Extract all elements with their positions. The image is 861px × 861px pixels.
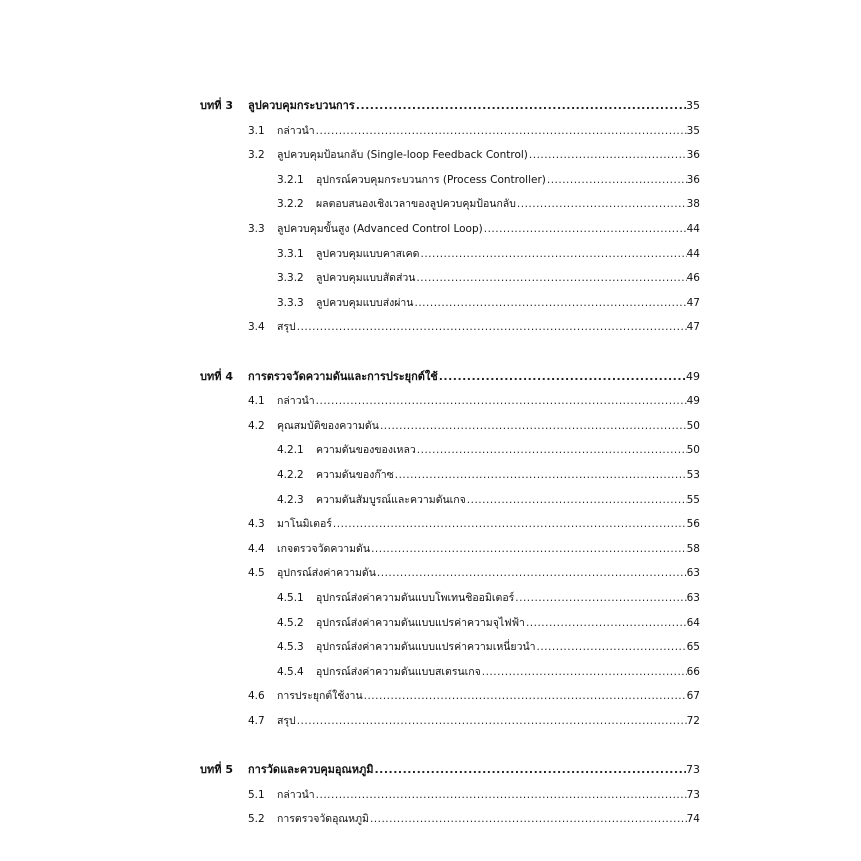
toc-entry-title: ลูปควบคุมกระบวนการ bbox=[248, 99, 355, 112]
toc-entry-number: 4.6 bbox=[248, 690, 265, 703]
toc-entry-title: ลูปควบคุมขั้นสูง (Advanced Control Loop) bbox=[277, 223, 483, 235]
dot-leader bbox=[517, 196, 687, 212]
toc-entry-section bbox=[248, 319, 700, 335]
toc-entry-page: 66 bbox=[686, 665, 700, 678]
dot-leader bbox=[377, 565, 687, 581]
toc-entry-page: 67 bbox=[686, 690, 700, 703]
toc-entry-title: การประยุกต์ใช้งาน bbox=[277, 690, 363, 703]
dot-leader bbox=[439, 369, 686, 385]
toc-entry-chapter bbox=[200, 369, 700, 385]
toc-entry-title: อุปกรณ์ควบคุมกระบวนการ (Process Controller) bbox=[316, 173, 546, 186]
toc-entry-title: กล่าวนำ bbox=[277, 788, 315, 801]
toc-entry-page: 36 bbox=[686, 149, 700, 162]
toc-entry-subsection bbox=[277, 615, 700, 631]
toc-entry-number: 3.3.2 bbox=[277, 272, 304, 285]
toc-entry-section bbox=[248, 713, 700, 729]
dot-leader bbox=[297, 713, 687, 729]
dot-leader bbox=[416, 270, 686, 286]
dot-leader bbox=[297, 319, 687, 335]
dot-leader bbox=[380, 418, 687, 434]
toc-entry-title: ความดันสัมบูรณ์และความดันเกจ bbox=[316, 493, 466, 506]
toc-entry-subsection bbox=[277, 295, 700, 311]
toc-entry-subsection bbox=[277, 590, 700, 606]
toc-entry-number: 4.5 bbox=[248, 567, 265, 580]
toc-entry-page: 64 bbox=[686, 616, 700, 629]
dot-leader bbox=[370, 811, 687, 827]
toc-entry-number: 3.3.3 bbox=[277, 296, 304, 309]
toc-entry-number: 3.4 bbox=[248, 321, 265, 334]
toc-entry-number: 4.2.1 bbox=[277, 444, 304, 457]
dot-leader bbox=[333, 516, 687, 532]
dot-leader bbox=[316, 393, 687, 409]
toc-entry-page: 49 bbox=[686, 369, 700, 383]
dot-leader bbox=[526, 615, 687, 631]
toc-entry-page: 74 bbox=[686, 813, 700, 826]
toc-entry-section bbox=[248, 688, 700, 704]
toc-entry-title: ความดันของก๊าซ bbox=[316, 469, 394, 481]
toc-entry-page: 63 bbox=[686, 567, 700, 580]
toc-entry-number: 4.7 bbox=[248, 715, 265, 727]
toc-entry-subsection bbox=[277, 196, 700, 212]
toc-entry-page: 55 bbox=[686, 493, 700, 506]
toc-entry-chapter bbox=[200, 98, 700, 114]
toc-entry-number: 4.5.1 bbox=[277, 592, 304, 604]
toc-entry-page: 72 bbox=[686, 715, 700, 727]
toc-entry-title: อุปกรณ์ส่งค่าความดันแบบสเตรนเกจ bbox=[316, 665, 481, 678]
toc-entry-section bbox=[248, 516, 700, 532]
dot-leader bbox=[484, 221, 687, 237]
toc-entry-page: 56 bbox=[686, 518, 700, 531]
dot-leader bbox=[316, 123, 687, 139]
toc-entry-title: อุปกรณ์ส่งค่าความดัน bbox=[277, 567, 376, 580]
toc-entry-page: 65 bbox=[686, 641, 700, 654]
toc-entry-title: อุปกรณ์ส่งค่าความดันแบบแปรค่าความเหนี่ยวนำ bbox=[316, 641, 536, 654]
toc-entry-number: 4.2.2 bbox=[277, 469, 304, 481]
toc-entry-page: 46 bbox=[686, 272, 700, 285]
dot-leader bbox=[371, 541, 687, 557]
toc-entry-page: 49 bbox=[686, 395, 700, 408]
toc-entry-number: 5.2 bbox=[248, 813, 265, 826]
toc-entry-number: 3.3.1 bbox=[277, 247, 304, 260]
toc-entry-subsection bbox=[277, 664, 700, 680]
dot-leader bbox=[395, 467, 687, 483]
toc-entry-subsection bbox=[277, 246, 700, 262]
dot-leader bbox=[529, 147, 687, 163]
toc-entry-section bbox=[248, 811, 700, 827]
toc-entry-title: กล่าวนำ bbox=[277, 124, 315, 137]
toc-entry-title: คุณสมบัติของความดัน bbox=[277, 419, 379, 432]
toc-entry-section bbox=[248, 123, 700, 139]
toc-entry-number: 4.4 bbox=[248, 542, 265, 555]
toc-entry-subsection bbox=[277, 467, 700, 483]
toc-entry-page: 38 bbox=[686, 198, 700, 211]
toc-entry-section bbox=[248, 147, 700, 163]
toc-entry-title: ผลตอบสนองเชิงเวลาของลูปควบคุมป้อนกลับ bbox=[316, 198, 516, 211]
toc-entry-number: 3.2 bbox=[248, 149, 265, 162]
toc-entry-number: 4.1 bbox=[248, 395, 265, 408]
toc-entry-section bbox=[248, 541, 700, 557]
toc-entry-number: 4.5.3 bbox=[277, 641, 304, 654]
toc-entry-section bbox=[248, 565, 700, 581]
toc-entry-number: บทที่ 4 bbox=[200, 369, 233, 383]
toc-entry-page: 35 bbox=[686, 99, 700, 112]
toc-entry-title: ลูปควบคุมป้อนกลับ (Single-loop Feedback Control) bbox=[277, 149, 528, 162]
toc-entry-section bbox=[248, 393, 700, 409]
toc-entry-subsection bbox=[277, 172, 700, 188]
toc-entry-number: 3.2.1 bbox=[277, 173, 304, 186]
toc-entry-title: กล่าวนำ bbox=[277, 395, 315, 408]
toc-entry-title: ความดันของของเหลว bbox=[316, 444, 416, 457]
dot-leader bbox=[415, 295, 687, 311]
toc-entry-page: 44 bbox=[686, 247, 700, 260]
toc-entry-chapter bbox=[200, 762, 700, 778]
dot-leader bbox=[316, 787, 687, 803]
toc-entry-number: 4.2 bbox=[248, 419, 265, 432]
toc-entry-page: 73 bbox=[686, 763, 700, 777]
toc-entry-number: 3.3 bbox=[248, 223, 265, 235]
toc-entry-subsection bbox=[277, 639, 700, 655]
dot-leader bbox=[375, 762, 687, 778]
toc-entry-title: เกจตรวจวัดความดัน bbox=[277, 542, 371, 555]
toc-entry-subsection bbox=[277, 492, 700, 508]
toc-entry-title: การตรวจวัดความดันและการประยุกต์ใช้ bbox=[248, 369, 438, 383]
toc-entry-page: 58 bbox=[686, 542, 700, 555]
toc-entry-page: 44 bbox=[686, 223, 700, 235]
toc-entry-page: 50 bbox=[686, 444, 700, 457]
toc-entry-title: อุปกรณ์ส่งค่าความดันแบบโพเทนชิออมิเตอร์ bbox=[316, 592, 515, 604]
toc-entry-section bbox=[248, 418, 700, 434]
toc-entry-number: 4.5.2 bbox=[277, 616, 304, 629]
toc-entry-number: 4.2.3 bbox=[277, 493, 304, 506]
toc-entry-section bbox=[248, 787, 700, 803]
toc-entry-number: บทที่ 3 bbox=[200, 99, 233, 112]
toc-entry-page: 63 bbox=[686, 592, 700, 604]
toc-entry-page: 50 bbox=[686, 419, 700, 432]
dot-leader bbox=[467, 492, 687, 508]
toc-entry-title: การตรวจวัดอุณหภูมิ bbox=[277, 813, 369, 826]
dot-leader bbox=[364, 688, 687, 704]
toc-entry-title: มาโนมิเตอร์ bbox=[277, 518, 332, 531]
toc-entry-title: สรุป bbox=[277, 715, 296, 727]
dot-leader bbox=[537, 639, 687, 655]
toc-entry-section bbox=[248, 221, 700, 237]
toc-entry-number: 4.5.4 bbox=[277, 665, 304, 678]
dot-leader bbox=[356, 98, 686, 114]
toc-entry-subsection bbox=[277, 442, 700, 458]
toc-entry-page: 47 bbox=[686, 321, 700, 334]
dot-leader bbox=[515, 590, 686, 606]
toc-entry-subsection bbox=[277, 270, 700, 286]
toc-entry-page: 35 bbox=[686, 124, 700, 137]
toc-entry-number: 3.2.2 bbox=[277, 198, 304, 211]
toc-entry-number: 4.3 bbox=[248, 518, 265, 531]
dot-leader bbox=[417, 442, 687, 458]
toc-entry-number: บทที่ 5 bbox=[200, 763, 233, 777]
toc-entry-title: ลูปควบคุมแบบคาสเคด bbox=[316, 247, 420, 260]
toc-entry-title: อุปกรณ์ส่งค่าความดันแบบแปรค่าความจุไฟฟ้า bbox=[316, 616, 525, 629]
toc-entry-number: 5.1 bbox=[248, 788, 265, 801]
toc-entry-number: 3.1 bbox=[248, 124, 265, 137]
toc-entry-page: 73 bbox=[686, 788, 700, 801]
dot-leader bbox=[421, 246, 687, 262]
toc-entry-page: 36 bbox=[686, 173, 700, 186]
toc-entry-title: ลูปควบคุมแบบส่งผ่าน bbox=[316, 296, 414, 309]
dot-leader bbox=[547, 172, 687, 188]
toc-entry-title: การวัดและควบคุมอุณหภูมิ bbox=[248, 763, 374, 777]
toc-entry-page: 53 bbox=[686, 469, 700, 481]
dot-leader bbox=[482, 664, 687, 680]
toc-entry-title: ลูปควบคุมแบบสัดส่วน bbox=[316, 272, 416, 285]
toc-entry-title: สรุป bbox=[277, 321, 296, 334]
toc-entry-page: 47 bbox=[686, 296, 700, 309]
